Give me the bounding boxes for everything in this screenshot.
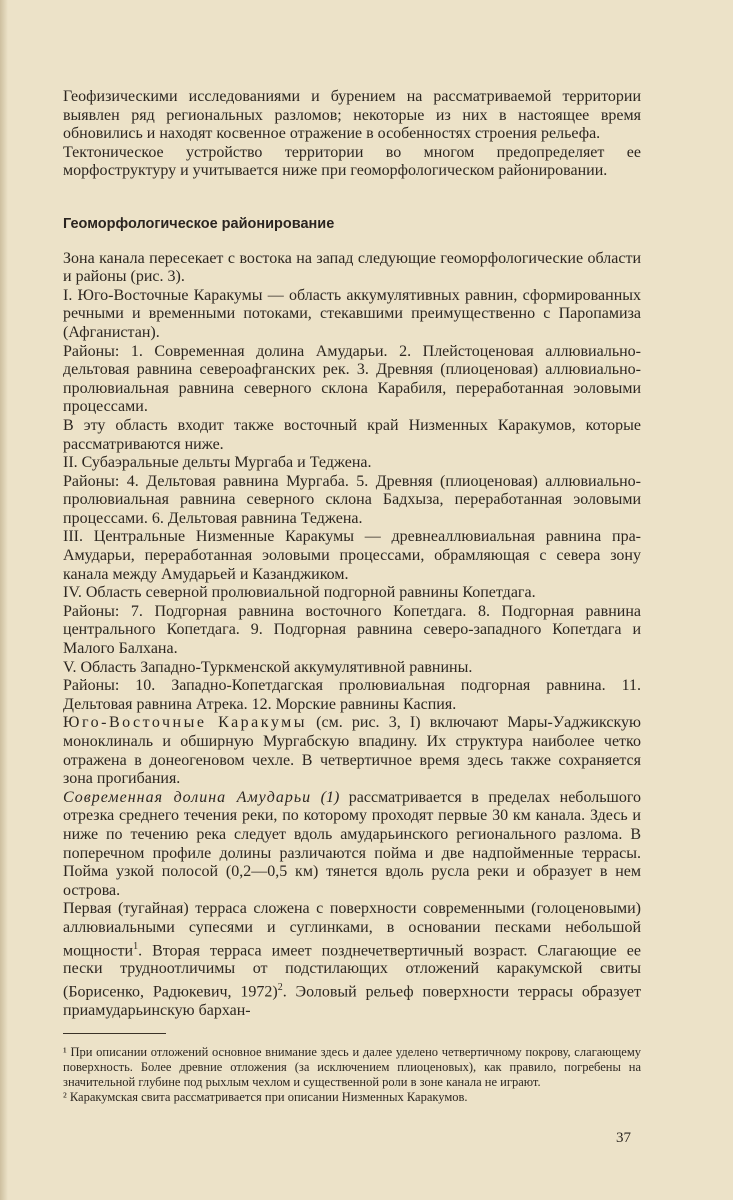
district-number: (1): [320, 788, 340, 806]
section-heading: Геоморфологическое районирование: [63, 215, 335, 232]
paragraph-districts-5: Районы: 10. Западно-Копетдагская пролювиальная подгорная равнина. 11. Дельтовая равнина Атрека. 12. Морские равнины Каспия.: [63, 677, 641, 713]
footnote-ref-1: 1: [133, 940, 139, 952]
paragraph-region-2: II. Субаэральные дельты Мургаба и Теджена.: [63, 454, 372, 472]
main-text: [63, 88, 641, 1021]
paragraph-region-1: I. Юго-Восточные Каракумы — область аккумулятивных равнин, сформированных речными и временными потоками, стекавшими преимущественно с Паропамиза (Афганистан).: [63, 286, 641, 341]
footnote-1: ¹ При описании отложений основное внимание здесь и далее уделено четвертичному покрову, слагающему поверхность. Более древние отложения (за исключением плиоценовых), как правило, погребены на значительной глубине под рыхлым чехлом и существенной роли в зоне канала не играют.: [63, 1045, 641, 1089]
paragraph-text: рассматривается в пределах небольшого отрезка среднего течения реки, по которому проходят первые 30 км канала. Здесь и ниже по течению река следует вдоль амударьинского регионального разлома. В поперечном профиле долины различаются пойма и две надпойменные террасы. Пойма узкой полосой (0,2—0,5 км) тянется вдоль русла реки и образует в нем острова.: [63, 788, 641, 899]
term-southeast-karakum: Юго-Восточные Каракумы: [63, 714, 307, 732]
paragraph-districts-2: Районы: 4. Дельтовая равнина Мургаба. 5. Древняя (плиоценовая) аллювиально-пролювиальная равнина северного склона Бадхыза, переработанная эоловыми процессами. 6. Дельтовая равнина Теджена.: [63, 472, 641, 527]
paragraph-terraces: [63, 900, 641, 1020]
intro-paragraph-1: Геофизическими исследованиями и бурением на рассматриваемой территории выявлен ряд региональных разломов; некоторые из них в настоящее время обновились и находят косвенное отражение в особенностях строения рельефа.: [63, 88, 641, 143]
paragraph-zones-intro: Зона канала пересекает с востока на запад следующие геоморфологические области и районы (рис. 3).: [63, 249, 641, 286]
term-amudarya-valley: Современная долина Амударьи: [63, 788, 312, 806]
paragraph-text: . Вторая терраса имеет позднечетвертичный возраст. Слагающие ее пески трудноотличимы от подстилающих отложений каракумской свиты (Борисенко, Радюкевич, 1972): [63, 941, 641, 1001]
footnote-2: ² Каракумская свита рассматривается при описании Низменных Каракумов.: [63, 1090, 468, 1104]
paragraph-text: (см. рис. 3, I) включают Мары-Уаджикскую моноклиналь и обширную Мургабскую впадину. Их структура наиболее четко отражена в донеогеновом чехле. В четвертичное время здесь также сохраняется зона прогибания.: [63, 714, 641, 788]
paragraph-region-3: III. Центральные Низменные Каракумы — древнеаллювиальная равнина пра-Амударьи, переработанная эоловыми процессами, обрамляющая с севера зону канала между Амударьей и Казанджиком.: [63, 528, 641, 583]
page-edge-shadow: [0, 0, 8, 1200]
paragraph-region-4: IV. Область северной пролювиальной подгорной равнины Копетдага.: [63, 584, 536, 602]
paragraph-text: . Эоловый рельеф поверхности террасы образует приамударьинскую бархан-: [63, 983, 641, 1019]
paragraph-text: Первая (тугайная) терраса сложена с поверхности современными (голоценовыми) аллювиальными супесями и суглинками, в основании песками небольшой мощности: [63, 900, 641, 959]
paragraph-districts-1: Районы: 1. Современная долина Амударьи. 2. Плейстоценовая аллювиально-дельтовая равнина североафганских рек. 3. Древняя (плиоценовая) аллювиально-пролювиальная равнина северного склона Карабиля, переработанная эоловыми процессами.: [63, 342, 641, 416]
paragraph-amudarya-valley: [63, 789, 641, 901]
page-number: 37: [616, 1130, 631, 1146]
paragraph-region-1-note: В эту область входит также восточный край Низменных Каракумов, которые рассматриваются ниже.: [63, 416, 641, 453]
footnotes: [63, 1045, 641, 1105]
footnote-ref-2: 2: [277, 982, 283, 994]
footnote-divider: [63, 1033, 166, 1034]
intro-paragraph-2: Тектоническое устройство территории во многом предопределяет ее морфоструктуру и учитывается ниже при геоморфологическом районировании.: [63, 143, 641, 180]
paragraph-southeast-karakum: [63, 714, 641, 788]
paragraph-region-5: V. Область Западно-Туркменской аккумулятивной равнины.: [63, 658, 473, 676]
paragraph-districts-4: Районы: 7. Подгорная равнина восточного Копетдага. 8. Подгорная равнина центрального Копетдага. 9. Подгорная равнина северо-западного Копетдага и Малого Балхана.: [63, 602, 641, 658]
